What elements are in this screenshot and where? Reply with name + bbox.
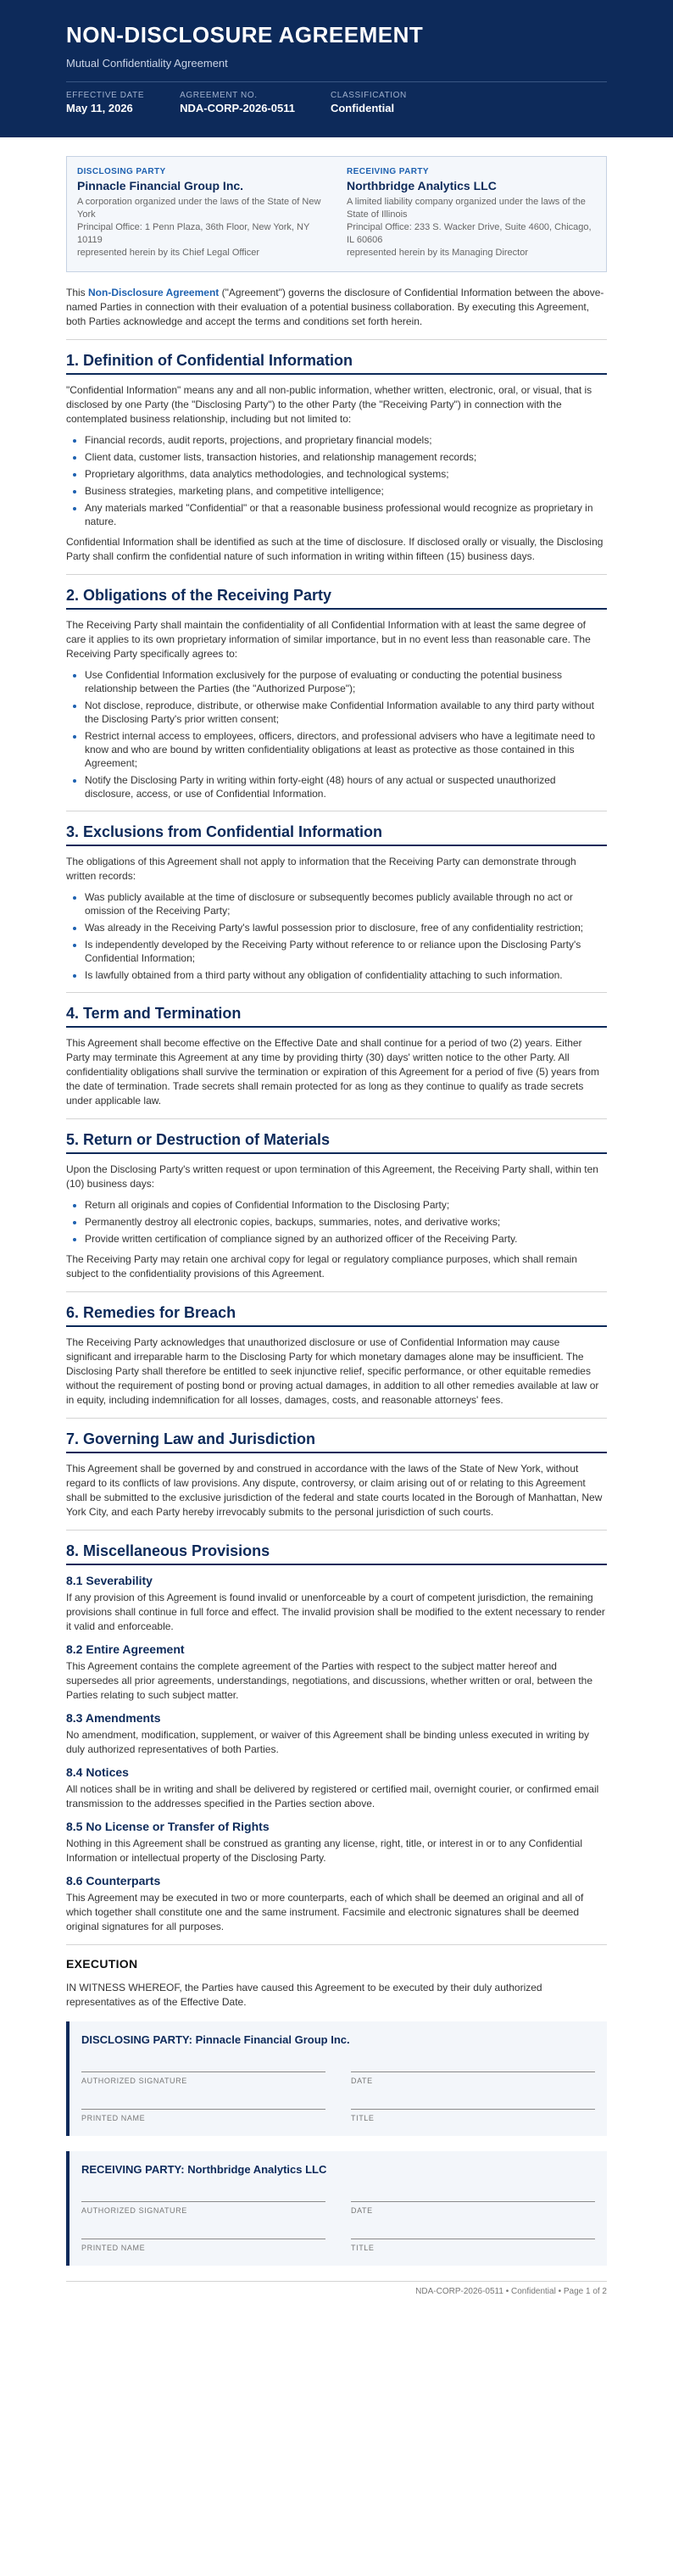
party-office: Principal Office: 1 Penn Plaza, 36th Floor, New York, NY 10119	[77, 222, 310, 245]
signature-block-heading: RECEIVING PARTY: Northbridge Analytics LLC	[81, 2163, 327, 2176]
party-office: Principal Office: 233 S. Wacker Drive, Suite 4600, Chicago, IL 60606	[347, 222, 592, 245]
section-heading: 2. Obligations of the Receiving Party	[66, 587, 607, 610]
section-list	[66, 890, 607, 982]
party-name: Pinnacle Financial Group Inc.	[77, 179, 244, 192]
section-list	[66, 668, 607, 800]
section-heading: 6. Remedies for Breach	[66, 1304, 607, 1327]
subsection-heading: 8.3 Amendments	[66, 1711, 161, 1725]
list-item: • Permanently destroy all electronic copies, backups, summaries, notes, and derivative works;	[85, 1215, 607, 1229]
list-item: • Business strategies, marketing plans, and competitive intelligence;	[85, 484, 607, 498]
signature-block-disclosing	[66, 2021, 607, 2136]
field-label: DATE	[351, 2077, 373, 2085]
subsection-paragraph: This Agreement may be executed in two or more counterparts, each of which shall be deemed an original and all of which together shall constitute one and the same instrument. Facsimile and electronic signatures shall be deemed original signatures for all purposes.	[66, 1892, 584, 1932]
party-name: Northbridge Analytics LLC	[347, 179, 497, 192]
section-divider	[66, 1118, 607, 1119]
page-footer: NDA-CORP-2026-0511 • Confidential • Page 1 of 2	[66, 2281, 607, 2313]
section-heading: 4. Term and Termination	[66, 1005, 607, 1028]
section-divider	[66, 1291, 607, 1292]
date-field[interactable]	[351, 2201, 595, 2215]
document-subtitle: Mutual Confidentiality Agreement	[66, 57, 228, 70]
section-list	[66, 433, 607, 528]
list-item: • Was already in the Receiving Party's lawful possession prior to disclosure, free of any confidentiality restriction;	[85, 921, 607, 934]
section-divider	[66, 1944, 607, 1945]
field-label: AUTHORIZED SIGNATURE	[81, 2206, 187, 2215]
signature-line	[351, 2071, 595, 2072]
party-description: A limited liability company organized under the laws of the State of Illinois	[347, 197, 586, 220]
subsection-heading: 8.5 No License or Transfer of Rights	[66, 1820, 270, 1833]
section-divider	[66, 339, 607, 340]
party-role: DISCLOSING PARTY	[77, 167, 166, 176]
field-label: DATE	[351, 2206, 373, 2215]
list-item: • Financial records, audit reports, projections, and proprietary financial models;	[85, 433, 607, 447]
meta-row	[66, 91, 607, 114]
party-representative: represented herein by its Managing Director	[347, 248, 529, 258]
document-body	[0, 137, 673, 2313]
subsection-heading: 8.1 Severability	[66, 1574, 153, 1587]
meta-value: NDA-CORP-2026-0511	[180, 102, 295, 114]
signature-line	[351, 2109, 595, 2110]
section-paragraph: This Agreement shall become effective on the Effective Date and shall continue for a period of two (2) years. Either Party may terminate this Agreement at any time by providing thirty (30) days' written notice to the other Party. All confidentiality obligations shall survive the termination or expiration of this Agreement for a period of five (5) years from the date of termination. Trade secrets shall remain protected for as long as they continue to qualify as trade secrets under applicable law.	[66, 1037, 599, 1107]
subsection-paragraph: All notices shall be in writing and shall be delivered by registered or certified mail, overnight courier, or confirmed email transmission to the addresses specified in the Parties section above.	[66, 1783, 599, 1809]
party-description: A corporation organized under the laws of the State of New York	[77, 197, 321, 220]
meta-label: AGREEMENT NO.	[180, 91, 258, 100]
subsection-paragraph: Nothing in this Agreement shall be construed as granting any license, right, title, or interest in or to any Confidential Information or intellectual property of the Disclosing Party.	[66, 1837, 583, 1864]
authorized-signature-field[interactable]	[81, 2071, 325, 2085]
execution-paragraph: IN WITNESS WHEREOF, the Parties have caused this Agreement to be executed by their duly authorized representatives as of the Effective Date.	[66, 1982, 542, 2008]
party-role: RECEIVING PARTY	[347, 167, 429, 176]
signature-line	[81, 2109, 325, 2110]
list-item: • Was publicly available at the time of disclosure or subsequently becomes publicly available through no act or omission of the Receiving Party;	[85, 890, 607, 917]
list-item: • Provide written certification of compliance signed by an authorized officer of the Receiving Party.	[85, 1232, 607, 1246]
meta-value: Confidential	[330, 102, 395, 114]
section-divider	[66, 574, 607, 575]
list-item: • Not disclose, reproduce, distribute, or otherwise make Confidential Information available to any third party without the Disclosing Party's prior written consent;	[85, 699, 607, 726]
section-divider	[66, 992, 607, 993]
section-divider	[66, 1418, 607, 1419]
signature-block-receiving	[66, 2151, 607, 2266]
subsection-heading: 8.2 Entire Agreement	[66, 1642, 185, 1656]
field-label: PRINTED NAME	[81, 2244, 146, 2252]
disclosing-party	[77, 167, 326, 259]
signature-line	[81, 2201, 325, 2202]
parties-box	[66, 156, 607, 272]
list-item: • Restrict internal access to employees, officers, directors, and professional advisers who have a legitimate need to know and who are bound by written confidentiality obligations at least as protective as those contained in this Agreement;	[85, 729, 607, 770]
meta-effective-date	[66, 91, 144, 114]
subsection-heading: 8.4 Notices	[66, 1765, 129, 1779]
subsection-paragraph: No amendment, modification, supplement, or waiver of this Agreement shall be binding unless executed in writing by duly authorized representatives of both Parties.	[66, 1729, 589, 1755]
section-heading: 5. Return or Destruction of Materials	[66, 1131, 607, 1154]
section-paragraph: Confidential Information shall be identified as such at the time of disclosure. If disclosed orally or visually, the Disclosing Party shall confirm the confidential nature of such information in writing within fifteen (15) business days.	[66, 536, 603, 562]
section-paragraph: The Receiving Party shall maintain the confidentiality of all Confidential Information with at least the same degree of care it applies to its own proprietary information of similar importance, but in no event less than reasonable care. The Receiving Party specifically agrees to:	[66, 619, 591, 660]
receiving-party	[347, 167, 596, 259]
execution-title: EXECUTION	[66, 1957, 138, 1971]
intro-highlight: Non-Disclosure Agreement	[88, 287, 220, 298]
field-label: AUTHORIZED SIGNATURE	[81, 2077, 187, 2085]
field-label: PRINTED NAME	[81, 2114, 146, 2122]
meta-agreement-no	[180, 91, 295, 114]
list-item: • Client data, customer lists, transaction histories, and relationship management records;	[85, 450, 607, 464]
section-heading: 1. Definition of Confidential Information	[66, 352, 607, 375]
section-paragraph: This Agreement shall be governed by and construed in accordance with the laws of the State of New York, without regard to its conflicts of law provisions. Any dispute, controversy, or claim arising out of or relating to this Agreement shall be submitted to the exclusive jurisdiction of the federal and state courts located in the Borough of Manhattan, New York City, and each Party hereby irrevocably submits to the personal jurisdiction of such courts.	[66, 1463, 603, 1518]
signature-line	[81, 2071, 325, 2072]
intro-text: ("Agreement") governs the disclosure of Confidential Information between the above-named Parties in connection with their evaluation of a potential business collaboration. By executing this Agreement, both Parties acknowledge and accept the terms and conditions set forth herein.	[66, 287, 604, 327]
document-title: NON-DISCLOSURE AGREEMENT	[66, 22, 424, 47]
meta-label: CLASSIFICATION	[330, 91, 407, 100]
field-label: TITLE	[351, 2114, 375, 2122]
section-paragraph: The Receiving Party acknowledges that unauthorized disclosure or use of Confidential Information may cause significant and irreparable harm to the Disclosing Party for which monetary damages alone may be insufficient. The Disclosing Party shall therefore be entitled to seek injunctive relief, specific performance, or other equitable remedies without the requirement of posting bond or proving actual damages, in addition to all other remedies available at law or in equity, including indemnification for all losses, damages, costs, and reasonable attorneys' fees.	[66, 1336, 599, 1406]
section-heading: 7. Governing Law and Jurisdiction	[66, 1430, 607, 1453]
signature-block-heading: DISCLOSING PARTY: Pinnacle Financial Group Inc.	[81, 2033, 350, 2046]
document-header	[0, 0, 673, 137]
signature-row	[81, 2109, 595, 2122]
section-paragraph: The obligations of this Agreement shall not apply to information that the Receiving Party can demonstrate through written records:	[66, 856, 576, 882]
subsection-paragraph: This Agreement contains the complete agreement of the Parties with respect to the subject matter hereof and supersedes all prior agreements, understandings, negotiations, and discussions, whether written or oral, between the Parties relating to such subject matter.	[66, 1660, 593, 1701]
intro-text: This	[66, 287, 89, 298]
list-item: • Notify the Disclosing Party in writing within forty-eight (48) hours of any actual or suspected unauthorized disclosure, access, or use of Confidential Information.	[85, 773, 607, 800]
section-list	[66, 1198, 607, 1246]
signature-row	[81, 2201, 595, 2215]
section-divider	[66, 1530, 607, 1531]
meta-value: May 11, 2026	[66, 102, 133, 114]
section-paragraph: The Receiving Party may retain one archival copy for legal or regulatory compliance purposes, which shall remain subject to the confidentiality provisions of this Agreement.	[66, 1253, 577, 1280]
title-field[interactable]	[351, 2239, 595, 2252]
subsection-heading: 8.6 Counterparts	[66, 1874, 161, 1887]
meta-classification	[331, 91, 407, 114]
section-heading: 8. Miscellaneous Provisions	[66, 1542, 607, 1565]
printed-name-field[interactable]	[81, 2109, 325, 2122]
field-label: TITLE	[351, 2244, 375, 2252]
date-field[interactable]	[351, 2071, 595, 2085]
party-representative: represented herein by its Chief Legal Officer	[77, 248, 260, 258]
section-paragraph: Upon the Disclosing Party's written request or upon termination of this Agreement, the Receiving Party shall, within ten (10) business days:	[66, 1163, 598, 1190]
list-item: • Is lawfully obtained from a third party without any obligation of confidentiality attaching to such information.	[85, 968, 607, 982]
list-item: • Any materials marked "Confidential" or that a reasonable business professional would recognize as proprietary in nature.	[85, 501, 607, 528]
printed-name-field[interactable]	[81, 2239, 325, 2252]
intro-paragraph	[66, 286, 607, 329]
signature-line	[351, 2201, 595, 2202]
subsection-paragraph: If any provision of this Agreement is found invalid or unenforceable by a court of competent jurisdiction, the remaining provisions shall continue in full force and effect. The invalid provision shall be modified to the extent necessary to render it valid and enforceable.	[66, 1592, 605, 1632]
meta-label: EFFECTIVE DATE	[66, 91, 145, 100]
signature-row	[81, 2071, 595, 2085]
header-divider	[66, 81, 607, 82]
authorized-signature-field[interactable]	[81, 2201, 325, 2215]
list-item: • Use Confidential Information exclusively for the purpose of evaluating or conducting the potential business relationship between the Parties (the "Authorized Purpose");	[85, 668, 607, 695]
section-paragraph: "Confidential Information" means any and all non-public information, whether written, electronic, oral, or visual, that is disclosed by one Party (the "Disclosing Party") to the other Party (the "Receiving Party") in connection with the contemplated business relationship, including but not limited to:	[66, 384, 592, 425]
title-field[interactable]	[351, 2109, 595, 2122]
list-item: • Return all originals and copies of Confidential Information to the Disclosing Party;	[85, 1198, 607, 1212]
list-item: • Is independently developed by the Receiving Party without reference to or reliance upon the Disclosing Party's Confidential Information;	[85, 938, 607, 965]
signature-row	[81, 2239, 595, 2252]
list-item: • Proprietary algorithms, data analytics methodologies, and technological systems;	[85, 467, 607, 481]
section-heading: 3. Exclusions from Confidential Information	[66, 823, 607, 846]
